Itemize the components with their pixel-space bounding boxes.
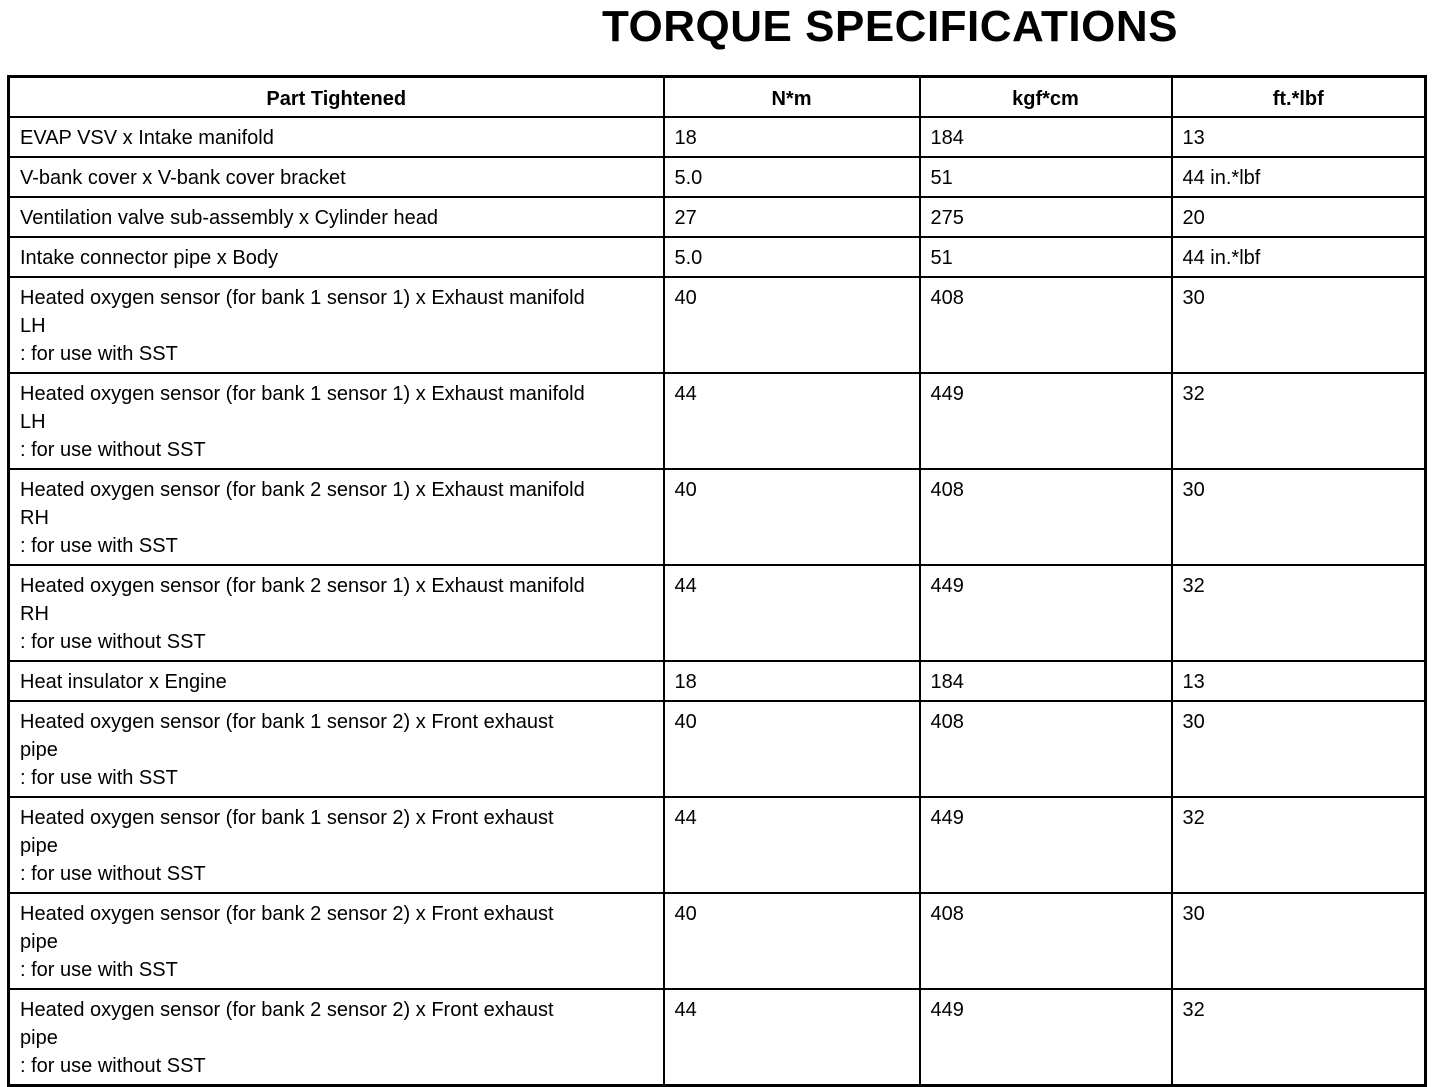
kgf-cm-value-cell: 408 [920,469,1172,565]
part-tightened-line: : for use with SST [20,343,178,365]
part-tightened-cell [9,469,664,565]
kgf-cm-value-cell: 449 [920,373,1172,469]
table-row [9,197,1426,237]
nm-value-cell: 40 [664,277,920,373]
nm-value-cell: 5.0 [664,237,920,277]
part-tightened-line: Heated oxygen sensor (for bank 2 sensor 2) x Front exhaust [20,999,554,1021]
part-tightened-cell [9,701,664,797]
kgf-cm-value-cell: 408 [920,893,1172,989]
part-tightened-line: Heated oxygen sensor (for bank 1 sensor 2) x Front exhaust [20,711,554,733]
part-tightened-line: : for use with SST [20,959,178,981]
part-tightened-cell [9,277,664,373]
part-tightened-cell [9,237,664,277]
part-tightened-line: pipe [20,739,58,761]
nm-value-cell: 40 [664,893,920,989]
header-nm: N*m [664,77,920,118]
part-tightened-line: Heated oxygen sensor (for bank 2 sensor 1) x Exhaust manifold [20,575,585,597]
part-tightened-cell [9,197,664,237]
ft-lbf-value-cell: 44 in.*lbf [1172,157,1426,197]
kgf-cm-value-cell: 408 [920,701,1172,797]
ft-lbf-value-cell: 32 [1172,989,1426,1086]
nm-value-cell: 18 [664,117,920,157]
part-tightened-line: Heated oxygen sensor (for bank 1 sensor 1) x Exhaust manifold [20,287,585,309]
part-tightened-line: Heated oxygen sensor (for bank 1 sensor 1) x Exhaust manifold [20,383,585,405]
part-tightened-line: RH [20,603,49,625]
table-row [9,373,1426,469]
part-tightened-line: LH [20,411,46,433]
kgf-cm-value-cell: 184 [920,661,1172,701]
part-tightened-line: : for use without SST [20,439,206,461]
part-tightened-line: : for use without SST [20,863,206,885]
kgf-cm-value-cell: 51 [920,157,1172,197]
nm-value-cell: 44 [664,797,920,893]
nm-value-cell: 5.0 [664,157,920,197]
kgf-cm-value-cell: 449 [920,565,1172,661]
table-row [9,797,1426,893]
ft-lbf-value-cell: 30 [1172,893,1426,989]
part-tightened-line: : for use without SST [20,1055,206,1077]
nm-value-cell: 18 [664,661,920,701]
part-tightened-line: V-bank cover x V-bank cover bracket [20,167,346,189]
table-row [9,237,1426,277]
table-row [9,469,1426,565]
nm-value-cell: 40 [664,701,920,797]
header-part-tightened: Part Tightened [9,77,664,118]
table-row [9,893,1426,989]
part-tightened-cell [9,565,664,661]
table-row [9,157,1426,197]
part-tightened-line: pipe [20,835,58,857]
part-tightened-line: : for use without SST [20,631,206,653]
nm-value-cell: 27 [664,197,920,237]
ft-lbf-value-cell: 20 [1172,197,1426,237]
part-tightened-cell [9,157,664,197]
header-ft-lbf: ft.*lbf [1172,77,1426,118]
kgf-cm-value-cell: 275 [920,197,1172,237]
table-row [9,701,1426,797]
nm-value-cell: 40 [664,469,920,565]
header-kgf-cm: kgf*cm [920,77,1172,118]
table-row [9,661,1426,701]
table-row [9,565,1426,661]
part-tightened-line: Heated oxygen sensor (for bank 2 sensor 2) x Front exhaust [20,903,554,925]
ft-lbf-value-cell: 32 [1172,373,1426,469]
nm-value-cell: 44 [664,989,920,1086]
kgf-cm-value-cell: 449 [920,797,1172,893]
nm-value-cell: 44 [664,373,920,469]
table-row [9,117,1426,157]
part-tightened-cell [9,989,664,1086]
ft-lbf-value-cell: 32 [1172,797,1426,893]
ft-lbf-value-cell: 30 [1172,277,1426,373]
nm-value-cell: 44 [664,565,920,661]
part-tightened-cell [9,661,664,701]
ft-lbf-value-cell: 13 [1172,117,1426,157]
part-tightened-line: Heated oxygen sensor (for bank 2 sensor 1) x Exhaust manifold [20,479,585,501]
part-tightened-line: Heated oxygen sensor (for bank 1 sensor 2) x Front exhaust [20,807,554,829]
part-tightened-line: EVAP VSV x Intake manifold [20,127,274,149]
kgf-cm-value-cell: 184 [920,117,1172,157]
part-tightened-cell [9,117,664,157]
ft-lbf-value-cell: 30 [1172,469,1426,565]
kgf-cm-value-cell: 408 [920,277,1172,373]
part-tightened-cell [9,373,664,469]
part-tightened-line: Heat insulator x Engine [20,671,227,693]
part-tightened-cell [9,797,664,893]
ft-lbf-value-cell: 32 [1172,565,1426,661]
kgf-cm-value-cell: 449 [920,989,1172,1086]
table-header-row [9,77,1426,118]
part-tightened-line: pipe [20,1027,58,1049]
table-body [9,117,1426,1086]
part-tightened-line: Ventilation valve sub-assembly x Cylinder head [20,207,438,229]
ft-lbf-value-cell: 13 [1172,661,1426,701]
part-tightened-line: : for use with SST [20,767,178,789]
ft-lbf-value-cell: 44 in.*lbf [1172,237,1426,277]
part-tightened-line: pipe [20,931,58,953]
part-tightened-cell [9,893,664,989]
part-tightened-line: LH [20,315,46,337]
ft-lbf-value-cell: 30 [1172,701,1426,797]
kgf-cm-value-cell: 51 [920,237,1172,277]
page-title: TORQUE SPECIFICATIONS [601,2,1179,51]
table-row [9,989,1426,1086]
table-row [9,277,1426,373]
part-tightened-line: Intake connector pipe x Body [20,247,278,269]
torque-spec-table [7,75,1427,1087]
part-tightened-line: : for use with SST [20,535,178,557]
part-tightened-line: RH [20,507,49,529]
